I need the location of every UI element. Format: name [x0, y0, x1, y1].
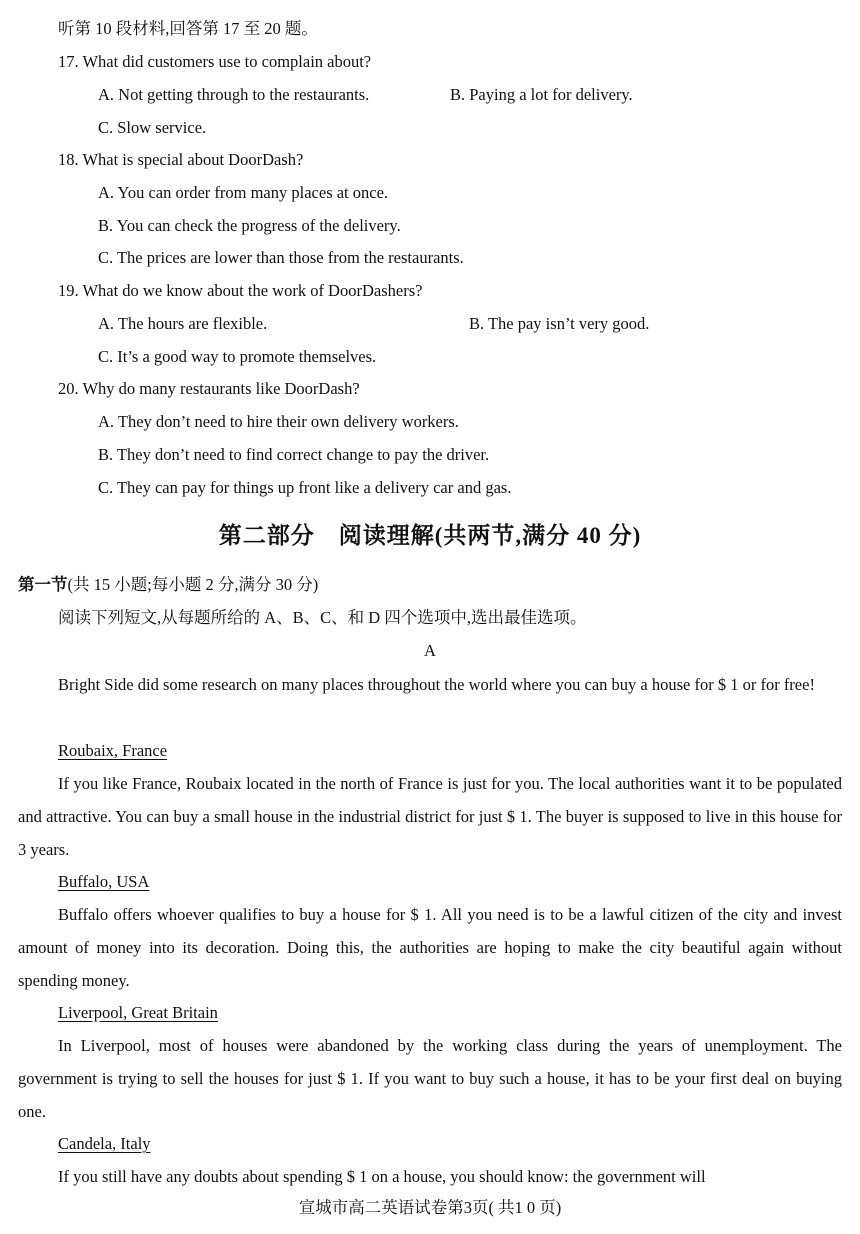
section-one-label: 第一节	[18, 575, 68, 594]
passage-intro-text: Bright Side did some research on many places throughout the world where you can buy a house for $ 1 or for free!	[58, 675, 815, 694]
liverpool-paragraph	[18, 1029, 842, 1128]
buffalo-heading-text: Buffalo, USA	[58, 872, 150, 891]
passage-letter: A	[424, 641, 436, 660]
candela-heading	[58, 1133, 151, 1155]
q20-option-c: C. They can pay for things up front like a delivery car and gas.	[98, 478, 512, 497]
q19-option-b: B. The pay isn’t very good.	[469, 314, 650, 333]
question-17: 17. What did customers use to complain about?	[58, 52, 372, 71]
roubaix-heading	[58, 740, 167, 762]
reading-instruction: 阅读下列短文,从每题所给的 A、B、C、和 D 四个选项中,选出最佳选项。	[58, 608, 587, 627]
liverpool-paragraph-text: In Liverpool, most of houses were abandoned by the working class during the years of unemployment. The government is trying to sell the houses for just $ 1. If you want to buy such a house, it has to be your first deal on buying one.	[18, 1036, 842, 1121]
roubaix-paragraph-text: If you like France, Roubaix located in the north of France is just for you. The local authorities want it to be populated and attractive. You can buy a small house in the industrial district for just $ 1. The buyer is supposed to live in this house for 3 years.	[18, 774, 842, 859]
roubaix-paragraph	[18, 767, 842, 866]
candela-paragraph-text: If you still have any doubts about spending $ 1 on a house, you should know: the government will	[58, 1167, 706, 1186]
buffalo-paragraph-text: Buffalo offers whoever qualifies to buy a house for $ 1. All you need is to be a lawful citizen of the city and invest amount of money into its decoration. Doing this, the authorities are hoping to make the city beautiful again without spending money.	[18, 905, 842, 990]
q18-option-b: B. You can check the progress of the delivery.	[98, 216, 401, 235]
listening-intro: 听第 10 段材料,回答第 17 至 20 题。	[58, 19, 318, 38]
q19-option-c: C. It’s a good way to promote themselves.	[98, 347, 377, 366]
part-two-title: 第二部分 阅读理解(共两节,满分 40 分)	[218, 523, 642, 548]
question-19: 19. What do we know about the work of DoorDashers?	[58, 281, 423, 300]
buffalo-paragraph	[18, 898, 842, 997]
q18-option-a: A. You can order from many places at once.	[98, 183, 389, 202]
liverpool-heading-text: Liverpool, Great Britain	[58, 1003, 218, 1022]
q20-option-a: A. They don’t need to hire their own delivery workers.	[98, 412, 459, 431]
passage-intro	[18, 668, 842, 734]
page-footer: 宣城市高二英语试卷第3页( 共1 0 页)	[298, 1198, 562, 1217]
section-one-scoring: (共 15 小题;每小题 2 分,满分 30 分)	[67, 575, 319, 594]
liverpool-heading	[58, 1002, 218, 1024]
buffalo-heading	[58, 871, 149, 893]
q17-option-c: C. Slow service.	[98, 118, 207, 137]
q19-option-a: A. The hours are flexible.	[98, 314, 268, 333]
q18-option-c: C. The prices are lower than those from the restaurants.	[98, 248, 464, 267]
candela-paragraph	[18, 1160, 842, 1193]
roubaix-heading-text: Roubaix, France	[58, 741, 168, 760]
q17-option-a: A. Not getting through to the restaurants.	[98, 85, 370, 104]
q20-option-b: B. They don’t need to find correct change to pay the driver.	[98, 445, 490, 464]
q17-option-b: B. Paying a lot for delivery.	[450, 85, 633, 104]
question-18: 18. What is special about DoorDash?	[58, 150, 304, 169]
question-20: 20. Why do many restaurants like DoorDash?	[58, 379, 360, 398]
section-one-header	[18, 574, 318, 596]
candela-heading-text: Candela, Italy	[58, 1134, 151, 1153]
